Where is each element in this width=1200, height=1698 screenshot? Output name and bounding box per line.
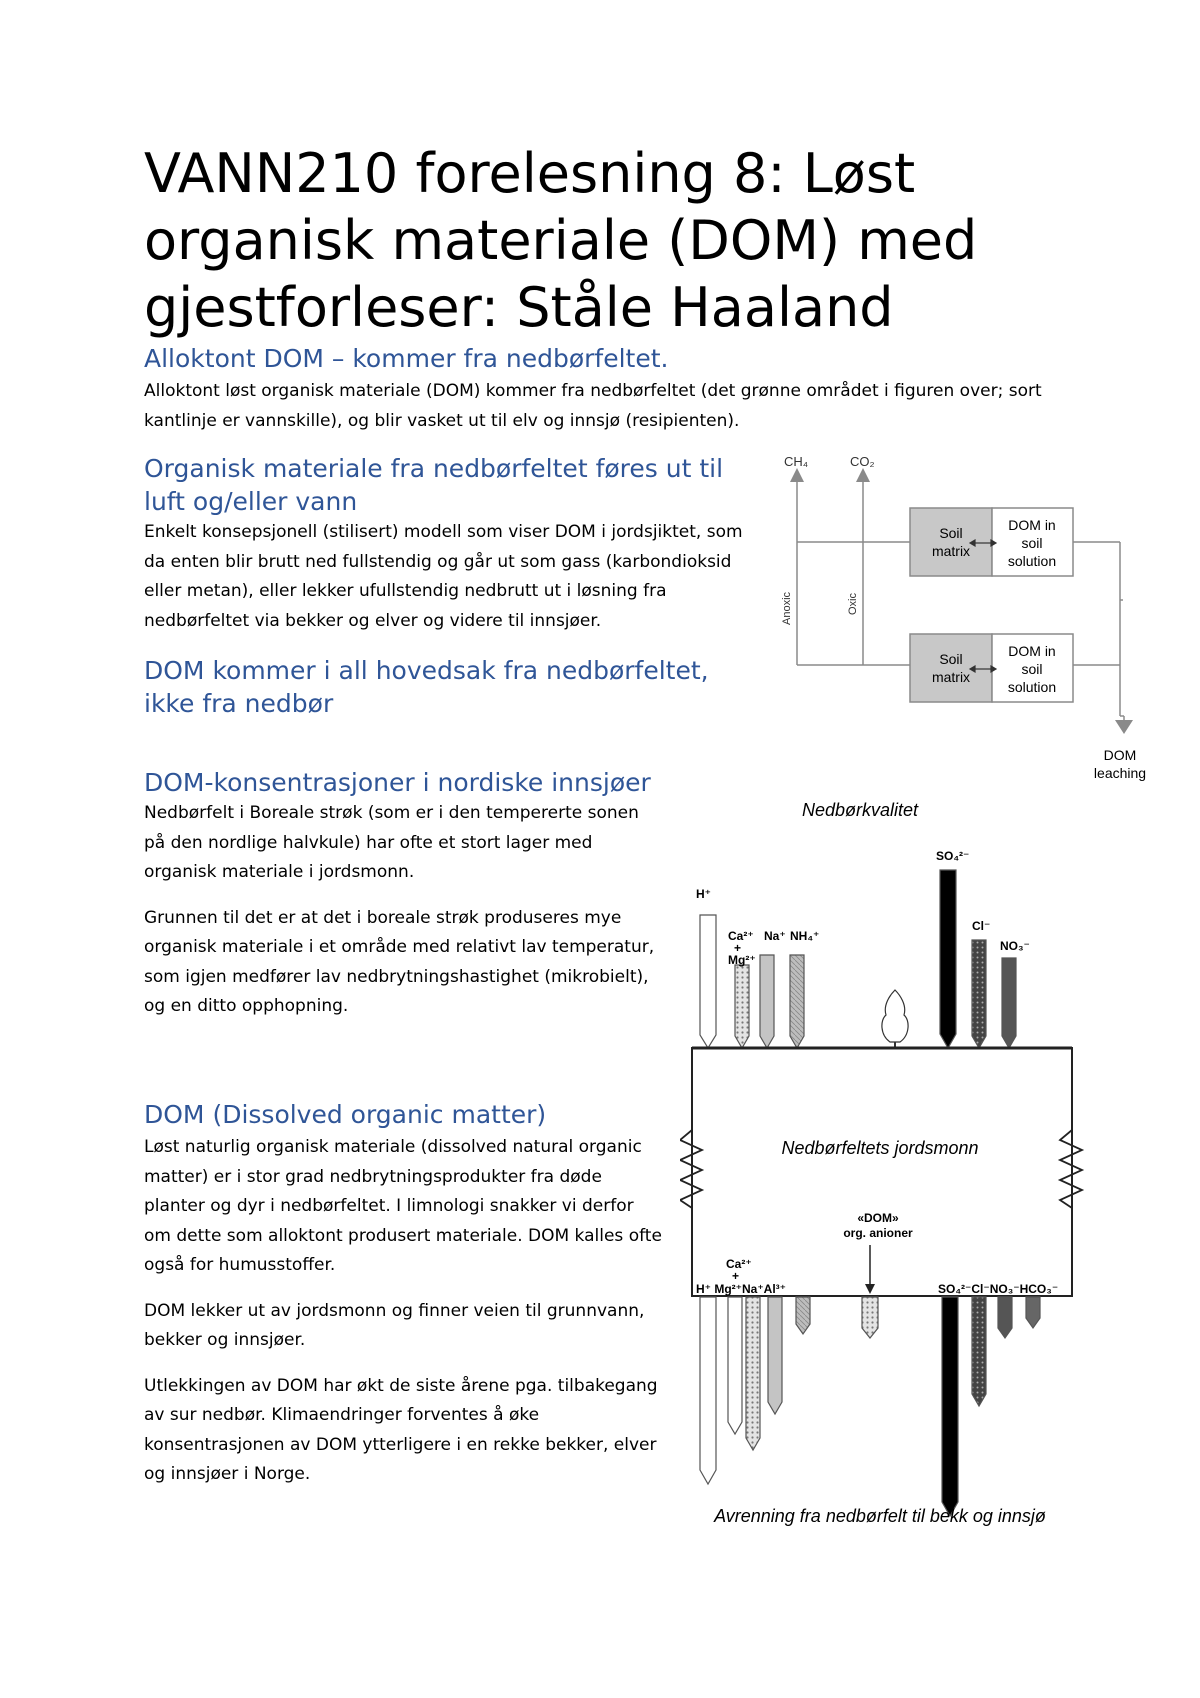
ion-label-nh4: NH₄⁺ — [790, 929, 820, 943]
bar-so4-in — [940, 870, 956, 1048]
section-heading: Alloktont DOM – kommer fra nedbørfeltet. — [144, 344, 669, 373]
catchment-soil-label: Nedbørfeltets jordsmonn — [781, 1138, 979, 1158]
section-konsentrasjoner — [144, 766, 664, 1022]
bar-na-in — [760, 955, 774, 1048]
bar-h-in — [700, 915, 716, 1048]
dom-solution-label: solution — [1007, 553, 1057, 569]
dom-leaching-label: DOM — [1103, 747, 1137, 763]
bar-ca-mg-in — [735, 965, 749, 1048]
paragraph: Grunnen til det er at det i boreale strøk produseres mye organisk materiale i et område med relativt lav temperatur, som igjen medfører lav nedbrytningshastighet (mikrobielt), og en ditto opphopning. — [144, 907, 655, 1016]
ion-label-plus: + — [734, 941, 742, 955]
catchment-ion-diagram — [680, 790, 1120, 1550]
bar-cl-out — [972, 1297, 986, 1406]
soil-dom-diagram — [770, 450, 1170, 790]
bar-h-out — [700, 1297, 716, 1484]
paragraph: DOM lekker ut av jordsmonn og finner veien til grunnvann, bekker og innsjøer. — [144, 1300, 645, 1350]
dom-label: «DOM» — [857, 1211, 899, 1225]
section-dissolved — [144, 1098, 664, 1490]
dom-solution-label: DOM in — [1008, 517, 1056, 533]
dom-solution-label: soil — [1021, 535, 1043, 551]
ion-out-cations: H⁺ Mg²⁺Na⁺Al³⁺ — [696, 1282, 786, 1296]
ion-label-ca: Ca²⁺ — [728, 929, 754, 943]
bar-al-out — [796, 1297, 810, 1334]
dom-leaching-label: leaching — [1093, 765, 1147, 781]
ion-label-no3: NO₃⁻ — [1000, 939, 1030, 953]
paragraph: Enkelt konsepsjonell (stilisert) modell som viser DOM i jordsjiktet, som da enten blir brutt ned fullstendig og går ut som gass (karbondioksid eller metan), eller lekker ufullstendig nedbrutt ut i løsning fra nedbørfeltet via bekker og elver og videre til innsjøer. — [144, 522, 743, 631]
paragraph: Utlekkingen av DOM har økt de siste årene pga. tilbakegang av sur nedbør. Klimaendringer forventes å øke konsentrasjonen av DOM ytterligere i en rekke bekker, elver og innsjøer i Norge. — [144, 1375, 658, 1484]
bar-na-out — [768, 1297, 782, 1414]
bar-no3-out — [998, 1297, 1012, 1338]
ion-label-so4: SO₄²⁻ — [936, 849, 970, 863]
section-heading: DOM kommer i all hovedsak fra nedbørfeltet, ikke fra nedbør — [144, 656, 709, 718]
runoff-title: Avrenning fra nedbørfelt til bekk og innsjø — [714, 1506, 1046, 1526]
ion-label-mg: Mg²⁺ — [728, 953, 756, 967]
ion-label-h: H⁺ — [696, 887, 711, 901]
section-hovedsak — [144, 654, 762, 720]
gas-label-ch4: CH₄ — [784, 454, 809, 469]
section-heading: DOM-konsentrasjoner i nordiske innsjøer — [144, 768, 651, 797]
bar-no3-in — [1002, 958, 1016, 1048]
paragraph: Løst naturlig organisk materiale (dissolved natural organic matter) er i stor grad nedbrytningsprodukter fra døde planter og dyr i nedbørfeltet. I limnologi snakker vi derfor om dette som alloktont produsert materiale. DOM kalles ofte også for humusstoffer. — [144, 1137, 662, 1275]
soil-matrix-box-lower — [910, 634, 992, 702]
bar-hco3-out — [1026, 1297, 1040, 1328]
section-heading: Organisk materiale fra nedbørfeltet føres ut til luft og/eller vann — [144, 454, 724, 516]
section-organisk — [144, 452, 762, 636]
precipitation-quality-title: Nedbørkvalitet — [801, 800, 919, 820]
dom-label: org. anioner — [843, 1226, 913, 1240]
section-alloktont — [144, 342, 1074, 436]
bar-mg-out — [746, 1297, 760, 1450]
ion-out-ca: Ca²⁺ — [726, 1257, 752, 1271]
section-heading: DOM (Dissolved organic matter) — [144, 1100, 547, 1129]
soil-matrix-label: matrix — [931, 669, 971, 685]
anoxic-label: Anoxic — [781, 591, 793, 625]
bar-cl-in — [972, 940, 986, 1048]
soil-matrix-label: matrix — [931, 543, 971, 559]
ion-out-plus: + — [732, 1269, 740, 1283]
ion-label-cl: Cl⁻ — [972, 919, 991, 933]
paragraph: Nedbørfelt i Boreale strøk (som er i den tempererte sonen på den nordlige halvkule) har ofte et stort lager med organisk materiale i jordsmonn. — [144, 803, 639, 882]
oxic-label: Oxic — [847, 593, 859, 615]
dom-solution-label: soil — [1021, 661, 1043, 677]
dom-solution-label: solution — [1007, 679, 1057, 695]
ion-label-na: Na⁺ — [764, 929, 786, 943]
bar-nh4-in — [790, 955, 804, 1048]
bar-h-out-2 — [728, 1297, 742, 1434]
soil-matrix-label: Soil — [939, 651, 963, 667]
bar-dom-out — [862, 1297, 878, 1338]
bar-so4-out — [942, 1297, 958, 1516]
tree-icon — [882, 990, 908, 1052]
paragraph: Alloktont løst organisk materiale (DOM) kommer fra nedbørfeltet (det grønne området i figuren over; sort kantlinje er vannskille), og blir vasket ut til elv og innsjø (resipienten). — [144, 381, 1042, 431]
ion-out-anions: SO₄²⁻Cl⁻NO₃⁻HCO₃⁻ — [938, 1282, 1059, 1296]
soil-matrix-box-upper — [910, 508, 992, 576]
page-title: VANN210 forelesning 8: Løst organisk materiale (DOM) med gjestforleser: Ståle Haaland — [144, 142, 978, 339]
dom-solution-label: DOM in — [1008, 643, 1056, 659]
gas-label-co2: CO₂ — [850, 454, 875, 469]
soil-matrix-label: Soil — [939, 525, 963, 541]
